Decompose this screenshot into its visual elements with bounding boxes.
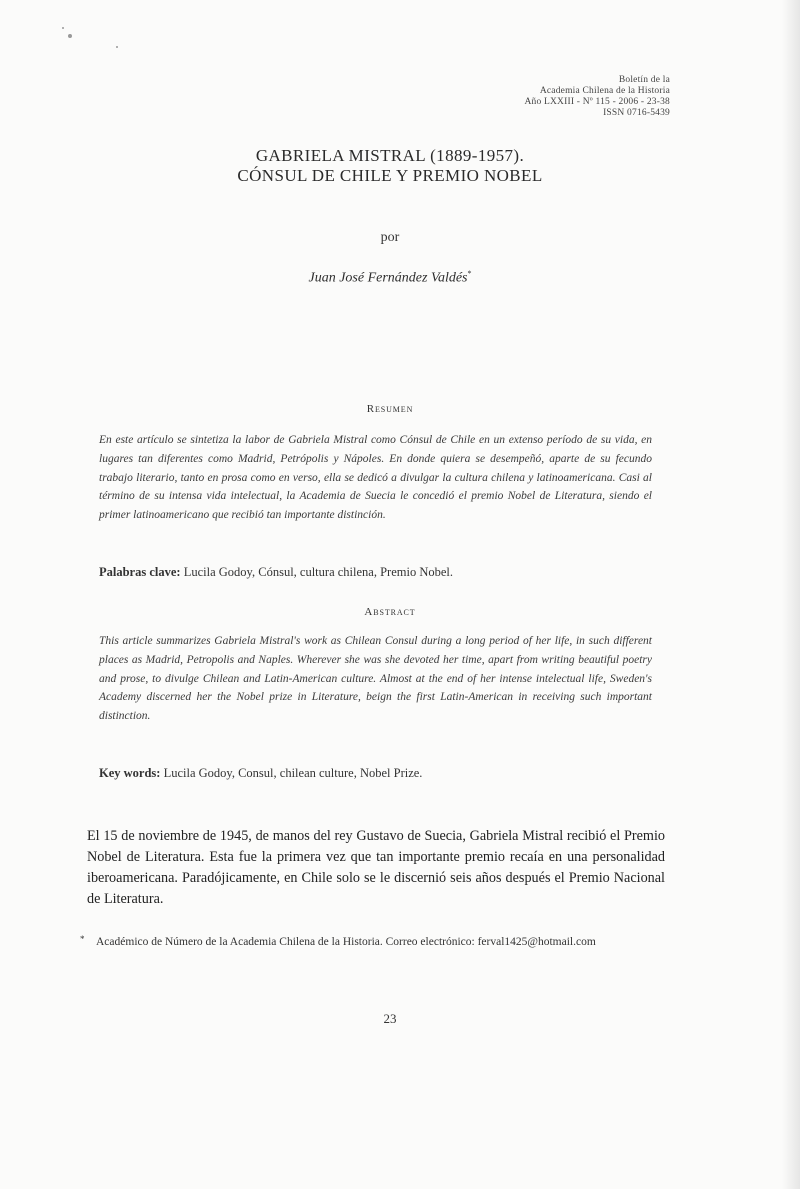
key-words-value: Lucila Godoy, Consul, chilean culture, Nobel Prize.	[160, 766, 423, 780]
key-words	[99, 766, 659, 781]
page-number: 23	[383, 1011, 397, 1026]
journal-header	[470, 75, 670, 119]
scan-speck	[68, 34, 72, 38]
author-footnote-mark: *	[467, 269, 472, 278]
byline-por: por	[380, 230, 400, 245]
journal-name-line-1: Boletín de la	[618, 75, 670, 85]
resumen-text: En este artículo se sintetiza la labor de Gabriela Mistral como Cónsul de Chile en un extenso período de su vida, en lugares tan diferentes como Madrid, Petrópolis y Nápoles. En donde quiera se desempeñó, aparte de su fecundo trabajo literario, tanto en prosa como en verso, ella se dedicó a divulgar la cultura chilena y latinoamericana. Casi al término de su intensa vida intelectual, la Academia de Suecia le concedió el premio Nobel de Literatura, siendo el primer latinoamericano que recibió tan importante distinción.	[99, 434, 652, 522]
palabras-clave	[99, 565, 659, 580]
article-title-line-1: GABRIELA MISTRAL (1889-1957).	[255, 146, 525, 165]
palabras-clave-label: Palabras clave:	[99, 565, 181, 579]
abstract-text: This article summarizes Gabriela Mistral's work as Chilean Consul during a long period of her life, in such different places as Madrid, Petropolis and Naples. Wherever she was she devoted her time, apart from writing beautiful poetry and prose, to divulge Chilean and Latin-American culture. Almost at the end of her intense intelectual life, Sweden's Academy discerned her the Nobel prize in Literature, beign the first Latin-American in receiving such important distinction.	[99, 635, 652, 723]
palabras-clave-value: Lucila Godoy, Cónsul, cultura chilena, Premio Nobel.	[180, 565, 453, 579]
page-edge-shadow	[782, 0, 800, 1189]
journal-issn-line: ISSN 0716-5439	[603, 108, 670, 118]
author-name: Juan José Fernández Valdés	[308, 270, 468, 286]
journal-name-line-2: Academia Chilena de la Historia	[539, 86, 670, 96]
resumen-heading: Resumen	[366, 403, 414, 415]
article-title-line-2: CÓNSUL DE CHILE Y PREMIO NOBEL	[237, 166, 543, 185]
scan-speck	[62, 27, 64, 29]
footnote-mark: *	[80, 934, 85, 944]
scan-speck	[116, 46, 118, 48]
author-line	[120, 269, 660, 287]
footnote	[80, 934, 670, 951]
footnote-text: Académico de Número de la Academia Chilena de la Historia. Correo electrónico: ferval1425@hotmail.com	[96, 936, 596, 948]
key-words-label: Key words:	[99, 766, 161, 780]
journal-issue-line: Año LXXIII - Nº 115 - 2006 - 23-38	[524, 97, 670, 107]
body-paragraph: El 15 de noviembre de 1945, de manos del rey Gustavo de Suecia, Gabriela Mistral recibió el Premio Nobel de Literatura. Esta fue la primera vez que tan importante premio recaía en una personalidad iberoamericana. Paradójicamente, en Chile solo se le discernió seis años después el Premio Nacional de Literatura.	[87, 828, 665, 907]
abstract-heading: Abstract	[364, 606, 416, 618]
